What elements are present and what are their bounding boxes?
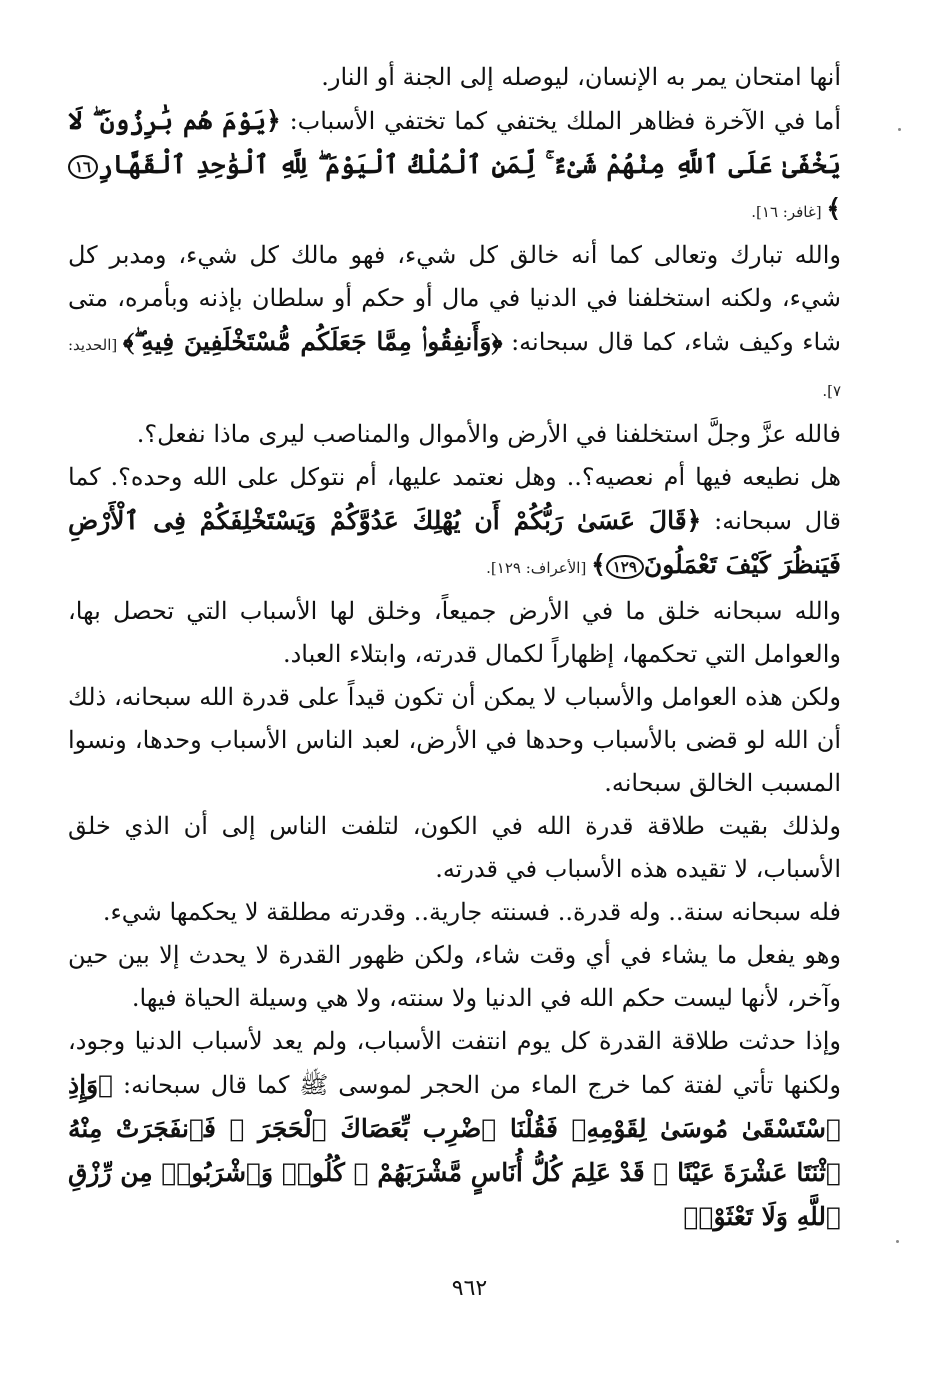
- paragraph: [68, 234, 841, 413]
- paragraph: [68, 676, 841, 805]
- paragraph: [68, 1020, 841, 1239]
- paragraph: [68, 56, 841, 99]
- quran-verse: ﴾: [591, 550, 606, 579]
- scan-speck: [898, 128, 901, 131]
- paragraph: [68, 934, 841, 1020]
- paragraph-text: ولكن هذه العوامل والأسباب لا يمكن أن تكون قيداً على قدرة الله سبحانه، ذلك أن الله لو قضى بالأسباب وحدها في الأرض، لعبد الناس الأسباب وحدها، ونسوا المسبب الخالق سبحانه.: [68, 683, 841, 797]
- paragraph-text: ولذلك بقيت طلاقة قدرة الله في الكون، لتلفت الناس إلى أن الذي خلق الأسباب، لا تقيده هذه الأسباب في قدرته.: [68, 812, 841, 883]
- verse-citation: [غافر: ١٦].: [751, 203, 827, 221]
- page-number: ٩٦٢: [451, 1276, 488, 1301]
- quran-verse: ﴿وَإِذِ ٱسْتَسْقَىٰ مُوسَىٰ لِقَوْمِهِۦ فَقُلْنَا ٱضْرِب بِّعَصَاكَ ٱلْحَجَرَ ۖ فَٱنفَجَرَتْ مِنْهُ ٱثْنَتَا عَشْرَةَ عَيْنًا ۖ قَدْ عَلِمَ كُلُّ أُنَاسٍ مَّشْرَبَهُمْ ۖ كُلُوا۟ وَٱشْرَبُوا۟ مِن رِّزْقِ ٱللَّهِ وَلَا تَعْثَوْا۟: [68, 1070, 841, 1231]
- paragraph-text: فالله عزَّ وجلَّ استخلفنا في الأرض والأموال والمناصب ليرى ماذا نفعل؟.: [136, 420, 841, 448]
- paragraph-text: وإذا حدثت طلاقة القدرة كل يوم انتفت الأسباب، ولم يعد لأسباب الدنيا وجود، ولكنها تأتي لفتة كما خرج الماء من الحجر لموسى ﷺ كما قال سبحانه:: [68, 1027, 841, 1099]
- quran-verse: ﴿قَالَ عَسَىٰ رَبُّكُمْ أَن يُهْلِكَ عَدُوَّكُمْ وَيَسْتَخْلِفَكُمْ فِى ٱلْأَرْضِ فَيَنظُرَ كَيْفَ تَعْمَلُونَ: [68, 506, 841, 579]
- paragraph: [68, 99, 841, 234]
- paragraph: [68, 456, 841, 590]
- ayah-number-marker: ١٢٩: [606, 555, 644, 579]
- verse-citation: [الأعراف: ١٢٩].: [486, 559, 592, 577]
- paragraph: [68, 805, 841, 891]
- quran-verse: ﴿يَوْمَ هُم بَٰرِزُونَ ۖ لَا يَخْفَىٰ عَلَى ٱللَّهِ مِنْهُمْ شَىْءٌ ۚ لِّمَنِ ٱلْمُلْكُ ٱلْيَوْمَ ۖ لِلَّهِ ٱلْوَٰحِدِ ٱلْقَهَّارِ: [68, 106, 841, 179]
- quran-verse: ﴿وَأَنفِقُوا۟ مِمَّا جَعَلَكُم مُّسْتَخْلَفِينَ فِيهِ ۖ﴾: [123, 327, 503, 356]
- quran-verse: ﴾: [826, 194, 841, 223]
- paragraph: [68, 891, 841, 934]
- paragraph-text: هل نطيعه فيها أم نعصيه؟.. وهل نعتمد عليها، أم نتوكل على الله وحده؟. كما قال سبحانه:: [68, 463, 841, 535]
- ayah-number-marker: ١٦: [68, 155, 98, 179]
- paragraph: [68, 413, 841, 456]
- paragraph: [68, 590, 841, 676]
- paragraph-text: والله تبارك وتعالى كما أنه خالق كل شيء، فهو مالك كل شيء، ومدبر كل شيء، ولكنه استخلفنا في الدنيا في مال أو حكم أو سلطان بإذنه وبأمره، متى شاء وكيف شاء، كما قال سبحانه:: [68, 241, 841, 356]
- scan-speck: [896, 1240, 899, 1243]
- page-body: [68, 56, 841, 1239]
- paragraph-text: أما في الآخرة فظاهر الملك يختفي كما تختفي الأسباب:: [280, 107, 841, 135]
- paragraph-text: فله سبحانه سنة.. وله قدرة.. فسنته جارية.. وقدرته مطلقة لا يحكمها شيء.: [102, 898, 841, 926]
- paragraph-text: أنها امتحان يمر به الإنسان، ليوصله إلى الجنة أو النار.: [321, 63, 841, 91]
- paragraph-text: وهو يفعل ما يشاء في أي وقت شاء، ولكن ظهور القدرة لا يحدث إلا بين حين وآخر، لأنها ليست حكم الله في الدنيا ولا سنته، ولا هي وسيلة الحياة فيها.: [68, 941, 841, 1012]
- paragraph-text: والله سبحانه خلق ما في الأرض جميعاً، وخلق لها الأسباب التي تحصل بها، والعوامل التي تحكمها، إظهاراً لكمال قدرته، وابتلاء العباد.: [68, 597, 841, 668]
- verse-citation: [الحديد: ٧].: [68, 336, 841, 400]
